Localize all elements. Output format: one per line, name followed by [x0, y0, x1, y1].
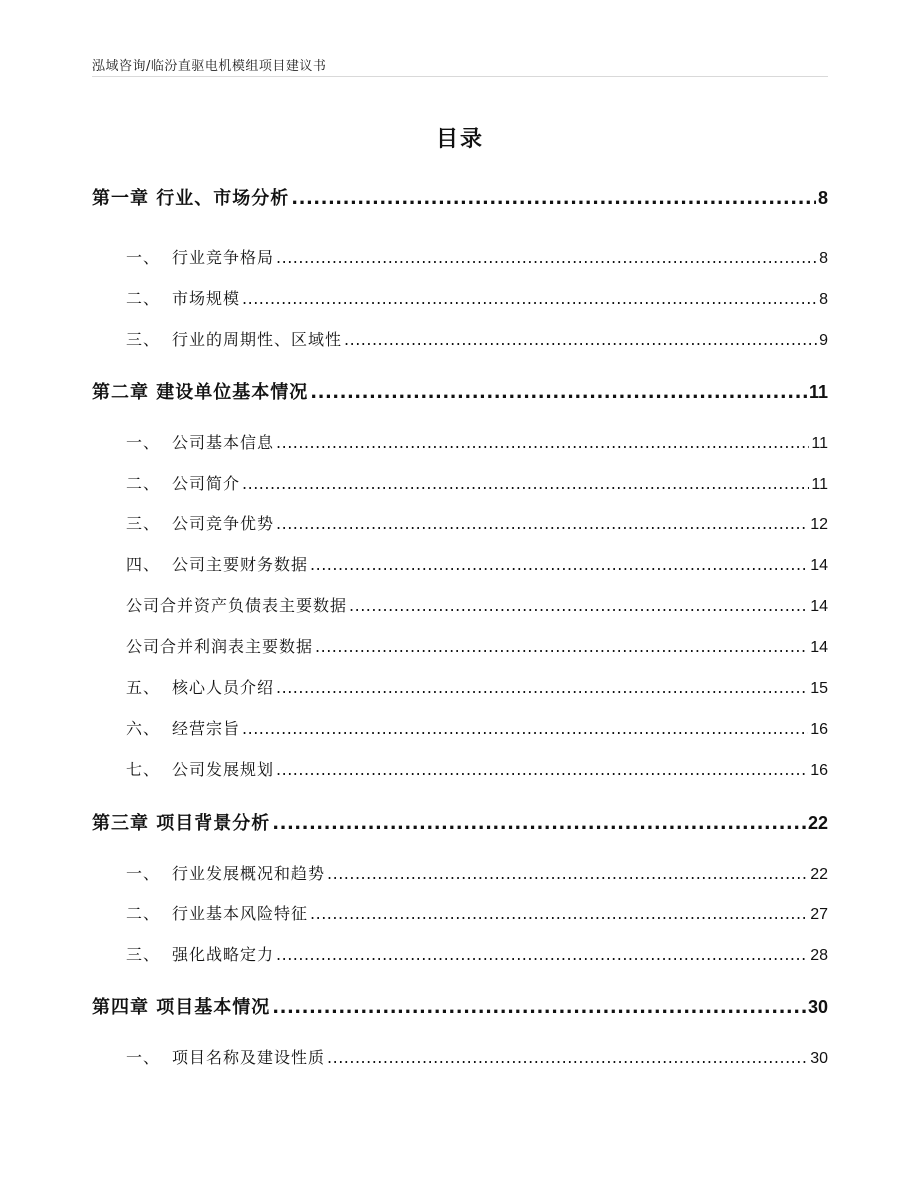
- toc-entry-section[interactable]: [126, 245, 828, 271]
- toc-entry-number: 三、: [126, 330, 161, 349]
- toc-entry-section[interactable]: [126, 901, 828, 927]
- toc-leader: [242, 289, 817, 308]
- toc-entry-number: 七、: [126, 760, 161, 779]
- toc-entry-section[interactable]: [126, 861, 828, 887]
- toc-entry-label: [126, 552, 308, 575]
- toc-leader: [291, 188, 816, 209]
- toc-page-number: 14: [810, 598, 828, 615]
- toc-entry-chapter-4[interactable]: [92, 993, 828, 1019]
- toc-entry-label: [126, 511, 274, 534]
- toc-leader: [276, 433, 809, 452]
- toc-entry-text: 核心人员介绍: [172, 678, 275, 697]
- toc-entry-text: 经营宗旨: [172, 719, 241, 738]
- toc-entry-label: 公司合并利润表主要数据: [126, 637, 314, 656]
- toc-leader: [242, 719, 808, 738]
- toc-entry-section[interactable]: [126, 757, 828, 783]
- toc-page-number: 14: [810, 639, 828, 656]
- toc-page-number: 22: [810, 866, 828, 883]
- toc-entry-label: [126, 861, 325, 884]
- toc-entry-label: 公司合并资产负债表主要数据: [126, 596, 348, 615]
- toc-page-number: 12: [810, 516, 828, 533]
- toc-entry-label: 第一章 行业、市场分析: [92, 188, 290, 209]
- toc-page-number: 30: [810, 1050, 828, 1067]
- toc-entry-label: [126, 716, 240, 739]
- toc-title: 目录: [435, 127, 484, 152]
- toc-entry-section[interactable]: [126, 327, 828, 353]
- toc-page-number: 14: [810, 557, 828, 574]
- toc-entry-text: 市场规模: [172, 289, 241, 308]
- toc-entry-section[interactable]: [126, 716, 828, 742]
- toc-entry-subsection[interactable]: [126, 634, 828, 660]
- toc-entry-section[interactable]: [126, 471, 828, 497]
- toc-leader: [310, 382, 807, 403]
- toc-entry-label: [126, 327, 342, 350]
- toc-entry-text: 行业基本风险特征: [172, 904, 309, 923]
- toc-page-number: 22: [807, 813, 828, 833]
- toc-entry-number: 六、: [126, 719, 161, 738]
- toc-leader: [276, 678, 808, 697]
- toc-page-number: 9: [819, 332, 828, 349]
- toc-entry-text: 行业竞争格局: [172, 248, 275, 267]
- toc-page-number: 16: [810, 721, 828, 738]
- toc-entry-subsection[interactable]: [126, 593, 828, 619]
- toc-entry-text: 行业发展概况和趋势: [172, 864, 326, 883]
- header-divider: [92, 76, 828, 77]
- toc-page-number: 28: [810, 947, 828, 964]
- toc-leader: [349, 596, 808, 615]
- toc-entry-label: [126, 1045, 325, 1068]
- toc-entry-label: [126, 675, 274, 698]
- toc-entry-text: 公司竞争优势: [172, 514, 275, 533]
- toc-entry-text: 公司主要财务数据: [172, 555, 309, 574]
- toc-entry-section[interactable]: [126, 1045, 828, 1071]
- toc-leader: [242, 474, 809, 493]
- toc-page-number: 11: [808, 382, 828, 402]
- toc-leader: [327, 864, 808, 883]
- toc-entry-text: 强化战略定力: [172, 945, 275, 964]
- toc-entry-label: [126, 757, 274, 780]
- toc-entry-number: 五、: [126, 678, 161, 697]
- toc-entry-label: 第三章 项目背景分析: [92, 813, 271, 834]
- toc-entry-text: 公司基本信息: [172, 433, 275, 452]
- toc-entry-number: 二、: [126, 904, 161, 923]
- toc-entry-number: 一、: [126, 864, 161, 883]
- toc-entry-text: 公司发展规划: [172, 760, 275, 779]
- toc-leader: [310, 555, 808, 574]
- toc-entry-label: [126, 901, 308, 924]
- toc-entry-section[interactable]: [126, 430, 828, 456]
- toc-leader: [276, 945, 808, 964]
- toc-entry-label: [126, 430, 274, 453]
- toc-entry-number: 四、: [126, 555, 161, 574]
- toc-entry-section[interactable]: [126, 942, 828, 968]
- toc-leader: [276, 514, 808, 533]
- toc-leader: [327, 1048, 808, 1067]
- toc-entry-number: 二、: [126, 474, 161, 493]
- toc-entry-number: 一、: [126, 1048, 161, 1067]
- toc-entry-number: 三、: [126, 514, 161, 533]
- toc-entry-chapter-2[interactable]: [92, 378, 828, 404]
- toc-entry-label: 第四章 项目基本情况: [92, 997, 271, 1018]
- toc-entry-section[interactable]: [126, 675, 828, 701]
- toc-page-number: 30: [807, 997, 828, 1017]
- toc-page-number: 11: [811, 476, 828, 493]
- toc-entry-section[interactable]: [126, 552, 828, 578]
- toc-page-number: 15: [810, 680, 828, 697]
- toc-page-number: 8: [819, 250, 828, 267]
- toc-page-number: 27: [810, 906, 828, 923]
- toc-entry-text: 项目名称及建设性质: [172, 1048, 326, 1067]
- toc-entry-label: [126, 471, 240, 494]
- toc-entry-number: 一、: [126, 433, 161, 452]
- toc-leader: [276, 760, 808, 779]
- toc-leader: [272, 997, 806, 1018]
- toc-page-number: 8: [817, 188, 828, 208]
- toc-entry-label: [126, 942, 274, 965]
- toc-entry-label: [126, 286, 240, 309]
- toc-entry-text: 公司简介: [172, 474, 241, 493]
- toc-leader: [272, 813, 806, 834]
- toc-entry-chapter-3[interactable]: [92, 809, 828, 835]
- toc-entry-number: 三、: [126, 945, 161, 964]
- toc-page-number: 11: [811, 435, 828, 452]
- toc-page-number: 16: [810, 762, 828, 779]
- toc-entry-text: 行业的周期性、区域性: [172, 330, 343, 349]
- toc-leader: [310, 904, 808, 923]
- toc-entry-label: 第二章 建设单位基本情况: [92, 382, 309, 403]
- toc-entry-number: 一、: [126, 248, 161, 267]
- toc-entry-number: 二、: [126, 289, 161, 308]
- toc-entry-section[interactable]: [126, 286, 828, 312]
- header-text: 泓域咨询/临汾直驱电机模组项目建议书: [92, 59, 327, 74]
- toc-page-number: 8: [819, 291, 828, 308]
- toc-leader: [276, 248, 817, 267]
- toc-entry-section[interactable]: [126, 511, 828, 537]
- toc-entry-label: [126, 245, 274, 268]
- toc-leader: [344, 330, 817, 349]
- toc-entry-chapter-1[interactable]: [92, 184, 828, 210]
- toc-leader: [315, 637, 808, 656]
